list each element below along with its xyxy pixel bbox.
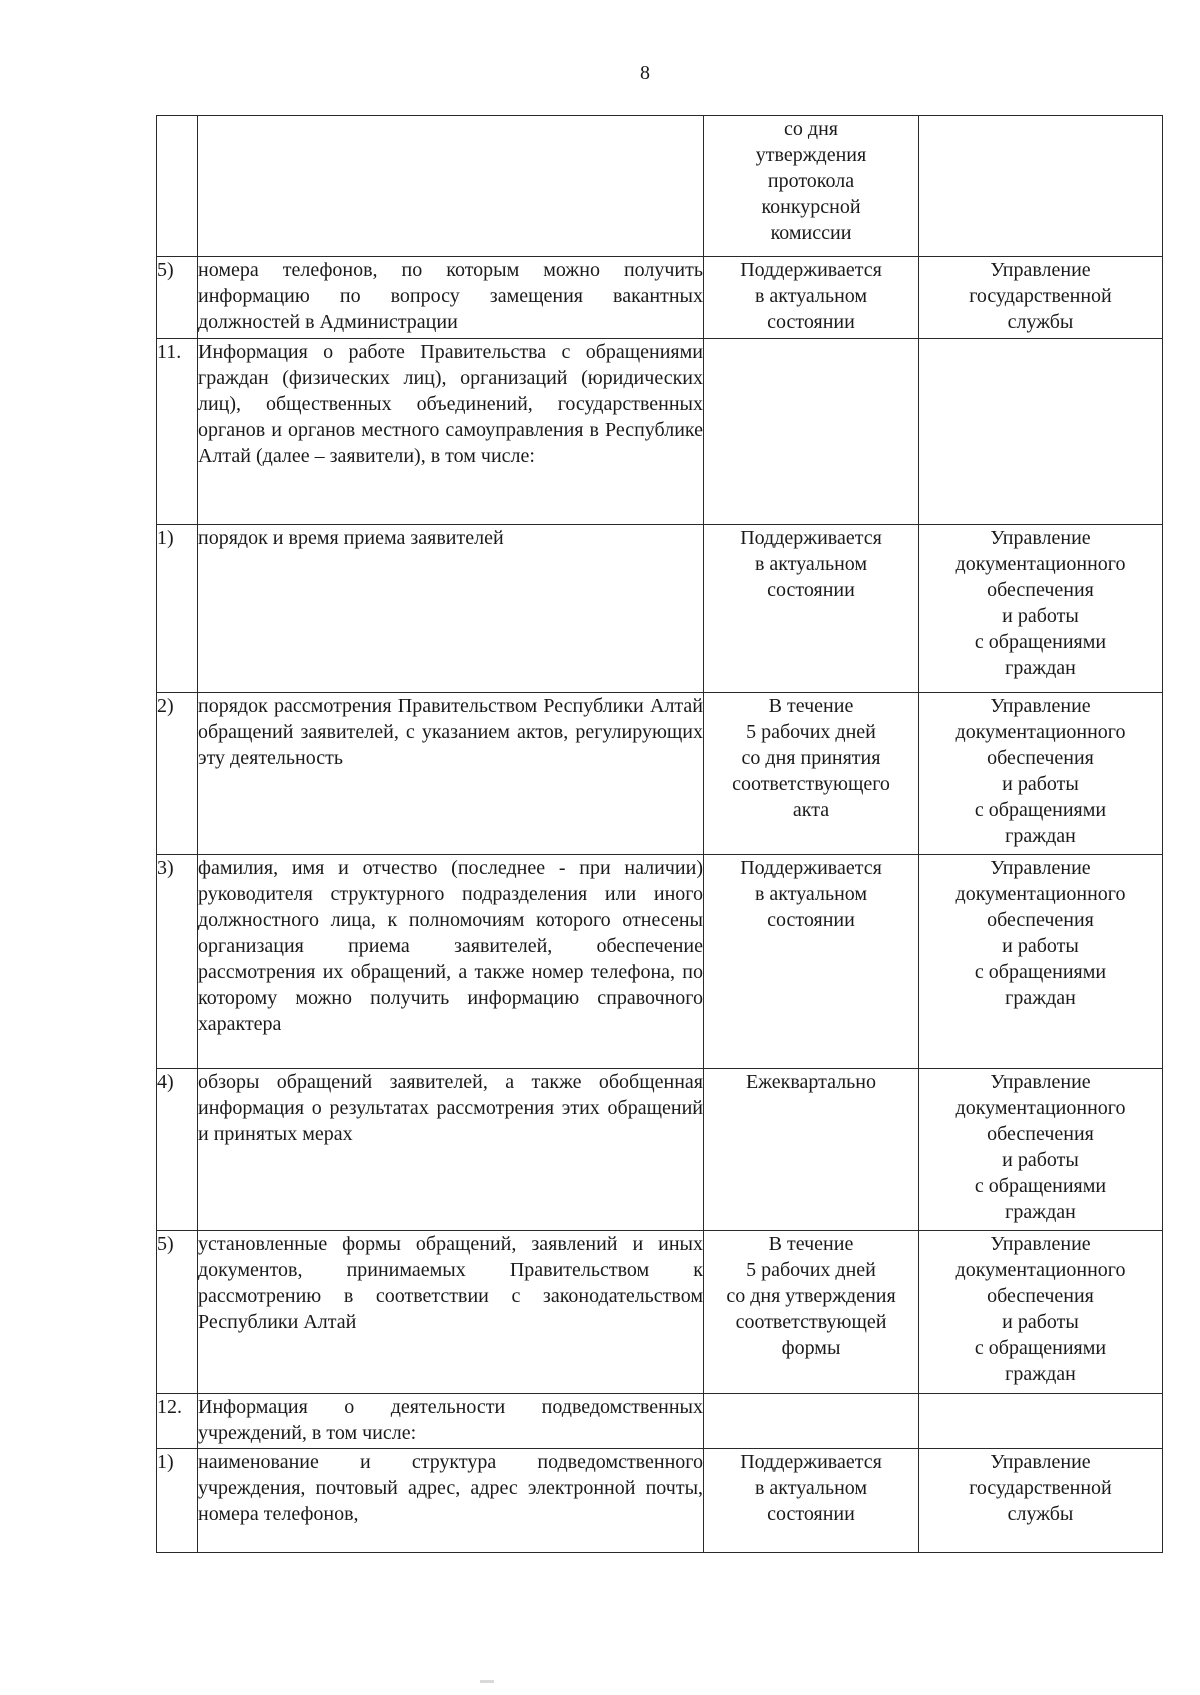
cell-line: со дня — [784, 118, 838, 140]
row-number — [157, 116, 198, 257]
cell-line: обеспечения — [987, 1123, 1094, 1145]
cell-line: конкурсной — [761, 196, 861, 218]
cell-line: соответствующей — [735, 1311, 887, 1333]
row-responsible — [919, 339, 1163, 525]
scan-mark — [480, 1680, 494, 1683]
cell-line: Управление — [990, 259, 1091, 281]
cell-line: В течение — [768, 695, 854, 717]
cell-line: и работы — [1002, 605, 1079, 627]
table-row — [157, 855, 1163, 1069]
row-responsible — [919, 116, 1163, 257]
cell-line: службы — [1007, 311, 1074, 333]
cell-line: Поддерживается — [740, 1451, 882, 1473]
cell-line: и работы — [1002, 773, 1079, 795]
cell-line: комиссии — [770, 222, 852, 244]
cell-line: 5 рабочих дней — [746, 1259, 876, 1281]
row-responsible — [919, 1231, 1163, 1394]
cell-line: в актуальном — [754, 553, 868, 575]
cell-line: Управление — [990, 1451, 1091, 1473]
cell-line: состоянии — [767, 311, 855, 333]
cell-line: государственной — [969, 285, 1112, 307]
cell-line: состоянии — [767, 579, 855, 601]
table-row — [157, 257, 1163, 339]
cell-line: службы — [1007, 1503, 1074, 1525]
row-description: фамилия, имя и отчество (последнее - при наличии) руководителя структурного подразделения или иного должностного лица, к полномочиям которого отнесены организация приема заявителей, обеспечение рассмотрения их обращений, а также номер телефона, по которому можно получить информацию справочного характера — [198, 855, 704, 1069]
cell-line: документационного — [955, 1259, 1126, 1281]
cell-line: с обращениями — [974, 1337, 1107, 1359]
cell-line: формы — [781, 1337, 841, 1359]
row-responsible — [919, 1069, 1163, 1231]
row-description: Информация о деятельности подведомственных учреждений, в том числе: — [198, 1394, 704, 1449]
cell-line: соответствующего — [732, 773, 890, 795]
cell-line: в актуальном — [754, 285, 868, 307]
row-term — [704, 339, 919, 525]
row-description: установленные формы обращений, заявлений и иных документов, принимаемых Правительством к рассмотрению в соответствии с законодательством Республики Алтай — [198, 1231, 704, 1394]
row-term — [704, 1069, 919, 1231]
cell-line: и работы — [1002, 1149, 1079, 1171]
row-number: 1) — [157, 525, 198, 693]
row-number: 1) — [157, 1449, 198, 1553]
cell-line: с обращениями — [974, 961, 1107, 983]
cell-line: документационного — [955, 553, 1126, 575]
table-row — [157, 1069, 1163, 1231]
table-row — [157, 1449, 1163, 1553]
table-row — [157, 693, 1163, 855]
row-description: обзоры обращений заявителей, а также обобщенная информация о результатах рассмотрения этих обращений и принятых мерах — [198, 1069, 704, 1231]
row-description: порядок и время приема заявителей — [198, 525, 704, 693]
row-responsible — [919, 1449, 1163, 1553]
row-description — [198, 116, 704, 257]
cell-line: Поддерживается — [740, 527, 882, 549]
cell-line: Управление — [990, 857, 1091, 879]
row-term — [704, 525, 919, 693]
cell-line: и работы — [1002, 935, 1079, 957]
row-number: 4) — [157, 1069, 198, 1231]
cell-line: граждан — [1005, 825, 1076, 847]
cell-line: граждан — [1005, 987, 1076, 1009]
row-description: Информация о работе Правительства с обращениями граждан (физических лиц), организаций (юридических лиц), общественных объединений, государственных органов и органов местного самоуправления в Республике Алтай (далее – заявители), в том числе: — [198, 339, 704, 525]
cell-line: Ежеквартально — [746, 1071, 876, 1093]
row-number: 11. — [157, 339, 198, 525]
cell-line: в актуальном — [754, 883, 868, 905]
table-row — [157, 1231, 1163, 1394]
cell-line: состоянии — [767, 1503, 855, 1525]
cell-line: состоянии — [767, 909, 855, 931]
cell-line: Управление — [990, 1071, 1091, 1093]
table-row — [157, 1394, 1163, 1449]
table-row — [157, 525, 1163, 693]
cell-line: Управление — [990, 1233, 1091, 1255]
cell-line: документационного — [955, 721, 1126, 743]
row-description: номера телефонов, по которым можно получить информацию по вопросу замещения вакантных должностей в Администрации — [198, 257, 704, 339]
cell-line: обеспечения — [987, 1285, 1094, 1307]
cell-line: акта — [792, 799, 830, 821]
row-responsible — [919, 1394, 1163, 1449]
information-table — [156, 115, 1163, 1553]
table-row — [157, 339, 1163, 525]
cell-line: В течение — [768, 1233, 854, 1255]
cell-line: граждан — [1005, 1363, 1076, 1385]
cell-line: обеспечения — [987, 579, 1094, 601]
cell-line: обеспечения — [987, 747, 1094, 769]
cell-line: документационного — [955, 1097, 1126, 1119]
cell-line: обеспечения — [987, 909, 1094, 931]
cell-line: документационного — [955, 883, 1126, 905]
row-responsible — [919, 525, 1163, 693]
row-number: 2) — [157, 693, 198, 855]
row-term — [704, 257, 919, 339]
row-number: 5) — [157, 1231, 198, 1394]
cell-line: с обращениями — [974, 631, 1107, 653]
row-responsible — [919, 257, 1163, 339]
row-term — [704, 693, 919, 855]
row-responsible — [919, 855, 1163, 1069]
table-row — [157, 116, 1163, 257]
row-description: наименование и структура подведомственного учреждения, почтовый адрес, адрес электронной почты, номера телефонов, — [198, 1449, 704, 1553]
cell-line: и работы — [1002, 1311, 1079, 1333]
row-responsible — [919, 693, 1163, 855]
row-term — [704, 116, 919, 257]
page-number: 8 — [640, 62, 650, 84]
row-term — [704, 1394, 919, 1449]
row-term — [704, 855, 919, 1069]
cell-line: протокола — [767, 170, 855, 192]
cell-line: утверждения — [755, 144, 867, 166]
cell-line: со дня принятия — [741, 747, 881, 769]
cell-line: граждан — [1005, 1201, 1076, 1223]
cell-line: со дня утверждения — [726, 1285, 896, 1307]
row-number: 3) — [157, 855, 198, 1069]
cell-line: Управление — [990, 527, 1091, 549]
cell-line: государственной — [969, 1477, 1112, 1499]
cell-line: в актуальном — [754, 1477, 868, 1499]
cell-line: с обращениями — [974, 799, 1107, 821]
row-term — [704, 1449, 919, 1553]
row-term — [704, 1231, 919, 1394]
cell-line: с обращениями — [974, 1175, 1107, 1197]
cell-line: Поддерживается — [740, 857, 882, 879]
cell-line: Поддерживается — [740, 259, 882, 281]
cell-line: 5 рабочих дней — [746, 721, 876, 743]
row-description: порядок рассмотрения Правительством Республики Алтай обращений заявителей, с указанием актов, регулирующих эту деятельность — [198, 693, 704, 855]
cell-line: Управление — [990, 695, 1091, 717]
row-number: 12. — [157, 1394, 198, 1449]
cell-line: граждан — [1005, 657, 1076, 679]
row-number: 5) — [157, 257, 198, 339]
